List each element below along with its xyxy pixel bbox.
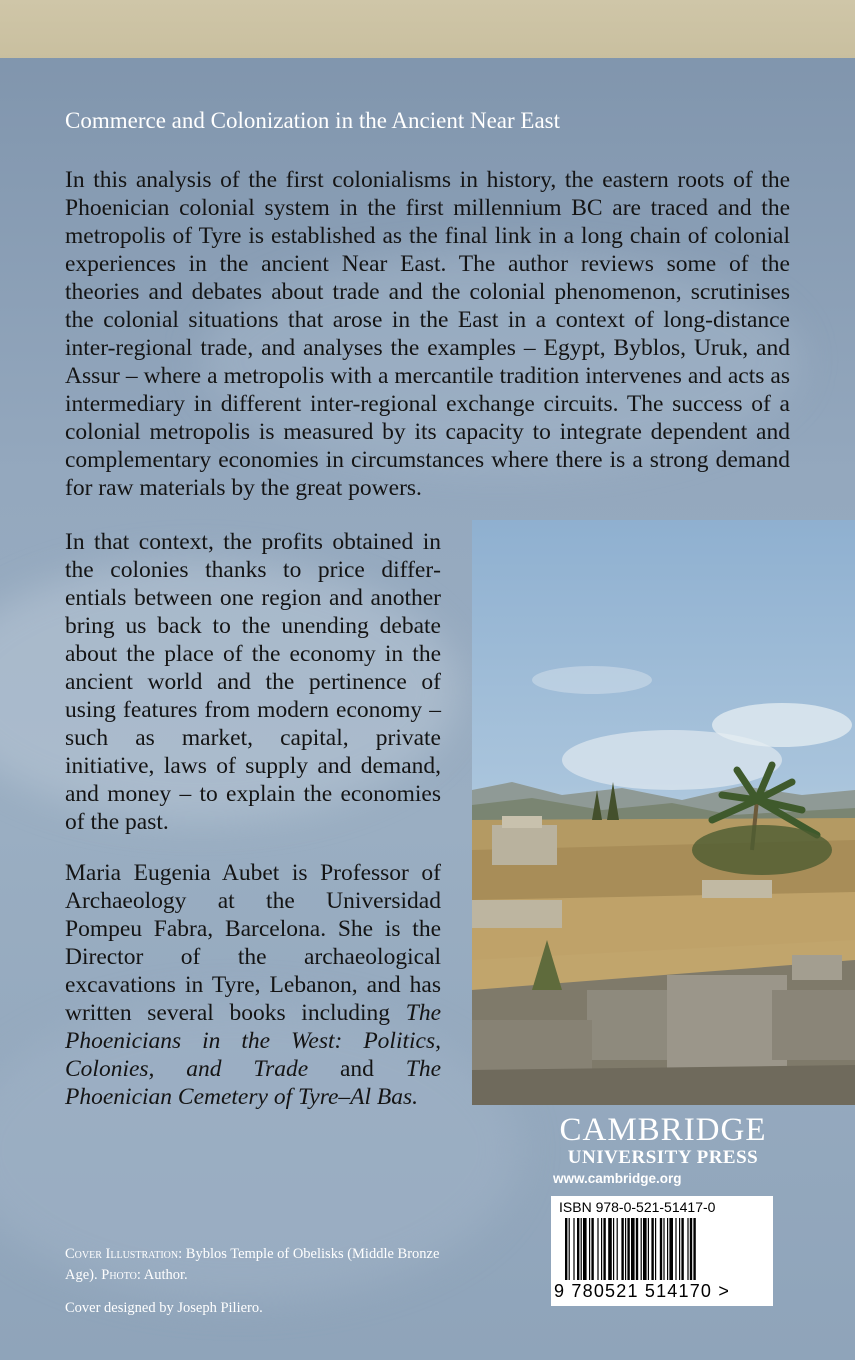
credit-illustration-label: Cover Illustration: bbox=[65, 1246, 183, 1262]
barcode-bar bbox=[627, 1218, 629, 1280]
description-paragraph: In this analysis of the first colonialisms in history, the eastern roots of the Phoenician colonial system in the first millennium BC are traced and the metropolis of Tyre is established as the final link in a long chain of colonial experiences in the ancient Near East. The author reviews some of the theories and debates about trade and the colonial phenomenon, scrutinises the colonial situations that arose in the East in a context of long-distance inter-regional trade, and analyses the examples – Egypt, Byblos, Uruk, and Assur – where a metropolis with a mercantile tradition intervenes and acts as intermediary in different inter-regional exchange circuits. The success of a colonial metropolis is measured by its capacity to integrate dependent and complementary economies in circumstances where there is a strong demand for raw materials by the great powers. bbox=[65, 167, 790, 501]
publisher-logo bbox=[553, 1113, 773, 1169]
barcode-bar bbox=[687, 1218, 688, 1280]
bio-conjunction: and bbox=[340, 1056, 374, 1082]
credit-photo-value: Author. bbox=[143, 1267, 188, 1283]
ruins-landscape-illustration bbox=[472, 520, 855, 1105]
barcode-bar bbox=[613, 1218, 614, 1280]
barcode-bar bbox=[667, 1218, 668, 1280]
credit-photo-label: Photo: bbox=[101, 1267, 141, 1283]
barcode-bar bbox=[625, 1218, 626, 1280]
barcode-bar bbox=[660, 1218, 662, 1280]
barcode-bar bbox=[573, 1218, 574, 1280]
barcode-bar bbox=[679, 1218, 680, 1280]
barcode-bar bbox=[608, 1218, 612, 1280]
author-bio-text: Maria Eugenia Aubet is Professor of Archaeology at the Universidad Pompeu Fabra, Barcelona. She is the Director of the archaeological excavations in Tyre, Lebanon, and has written several books including bbox=[65, 860, 441, 1026]
barcode-bar bbox=[601, 1218, 602, 1280]
barcode-bar bbox=[643, 1218, 647, 1280]
barcode-bar bbox=[675, 1218, 676, 1280]
book-title-phoenician-cemetery: The Phoenician Cemetery of Tyre–Al Bas. bbox=[65, 1056, 442, 1110]
cover-photo bbox=[472, 520, 855, 1105]
isbn-barcode bbox=[551, 1196, 773, 1306]
cover-illustration-credit bbox=[65, 1244, 445, 1286]
barcode-bars bbox=[565, 1218, 759, 1284]
barcode-bar bbox=[669, 1218, 673, 1280]
barcode-bar bbox=[681, 1218, 683, 1280]
barcode-bar bbox=[655, 1218, 656, 1280]
book-title-phoenicians-in-west: The Phoenicians in the West: Politics, Colonies, and Trade bbox=[65, 1000, 441, 1082]
author-bio bbox=[65, 859, 441, 1111]
isbn-label: ISBN 978-0-521-51417-0 bbox=[559, 1199, 716, 1215]
barcode-bar bbox=[577, 1218, 579, 1280]
barcode-bar bbox=[693, 1218, 695, 1280]
top-color-band bbox=[0, 0, 855, 58]
barcode-bar bbox=[581, 1218, 582, 1280]
barcode-bar bbox=[603, 1218, 605, 1280]
publisher-name: CAMBRIDGE bbox=[559, 1112, 767, 1148]
publisher-url: www.cambridge.org bbox=[553, 1171, 682, 1186]
barcode-bar bbox=[569, 1218, 570, 1280]
barcode-bar bbox=[583, 1218, 587, 1280]
cover-design-credit: Cover designed by Joseph Piliero. bbox=[65, 1300, 263, 1316]
barcode-bar bbox=[631, 1218, 635, 1280]
book-title: Commerce and Colonization in the Ancient Near East bbox=[65, 108, 560, 133]
barcode-bar bbox=[597, 1218, 598, 1280]
barcode-bar bbox=[636, 1218, 638, 1280]
barcode-bar bbox=[641, 1218, 642, 1280]
barcode-bar bbox=[565, 1218, 567, 1280]
barcode-bar bbox=[651, 1218, 653, 1280]
barcode-bar bbox=[690, 1218, 692, 1280]
publisher-subtitle: UNIVERSITY PRESS bbox=[567, 1147, 759, 1168]
description-paragraph-continued: In that context, the profits obtained in the colonies thanks to price differentials between one region and another bring us back to the unending debate about the place of the economy in the ancient world and the pertinence of using features from modern economy – such as market, capital, private initiative, laws of supply and demand, and money – to explain the economies of the past. bbox=[65, 529, 441, 835]
barcode-bar bbox=[648, 1218, 649, 1280]
barcode-bar bbox=[663, 1218, 664, 1280]
barcode-bar bbox=[621, 1218, 623, 1280]
barcode-bar bbox=[589, 1218, 590, 1280]
barcode-bar bbox=[591, 1218, 593, 1280]
credit-illustration-value: Byblos Temple of Obelisks (Middle Bronze Age). bbox=[65, 1246, 440, 1283]
barcode-bar bbox=[617, 1218, 618, 1280]
barcode-digits: 9 780521 514170 > bbox=[554, 1281, 731, 1301]
